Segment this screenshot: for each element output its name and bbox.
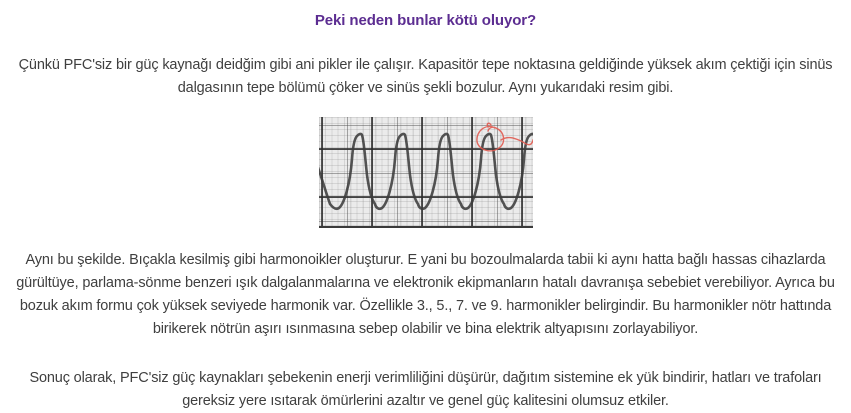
paragraph-harmonics: Aynı bu şekilde. Bıçakla kesilmiş gibi harmonoikler oluşturur. E yani bu bozoulmalarda tabii ki aynı hatta bağlı hassas cihazlarda gürültüye, parlama-sönme benzeri ışık dalgalanmalarına ve elektronik ekipmanların hatalı davranışa sebebiet verebiliyor. Ayrıca bu bozuk akım formu çok yüksek seviyede harmonik var. Özellikle 3., 5., 7. ve 9. harmonikler belirgindir. Bu harmonikler nötr hattında birikerek nötrün aşırı ısınmasına sebep olabilir ve bina elektrik altyapısını zorlayabiliyor. bbox=[16, 252, 835, 337]
paragraph-conclusion: Sonuç olarak, PFC'siz güç kaynakları şebekenin enerji verimliliğini düşürür, dağıtım sistemine ek yük bindirir, hatları ve trafoları gereksiz yere ısıtarak ömürlerini azaltır ve genel güç kalitesini olumsuz etkiler. bbox=[29, 370, 822, 409]
paragraph-why-bad: Çünkü PFC'siz bir güç kaynağı deidğim gibi ani pikler ile çalışır. Kapasitör tepe noktasına geldiğinde yüksek akım çektiği için sinüs dalgasının tepe bölümü çöker ve sinüs şekli bozulur. Aynı yukarıdaki resim gibi. bbox=[18, 57, 833, 96]
oscilloscope-image bbox=[319, 117, 533, 228]
waveform-svg bbox=[319, 117, 533, 226]
figure-container bbox=[5, 117, 846, 228]
page-title: Peki neden bunlar kötü oluyor? bbox=[314, 12, 537, 29]
distorted-sine-trace bbox=[319, 134, 533, 209]
